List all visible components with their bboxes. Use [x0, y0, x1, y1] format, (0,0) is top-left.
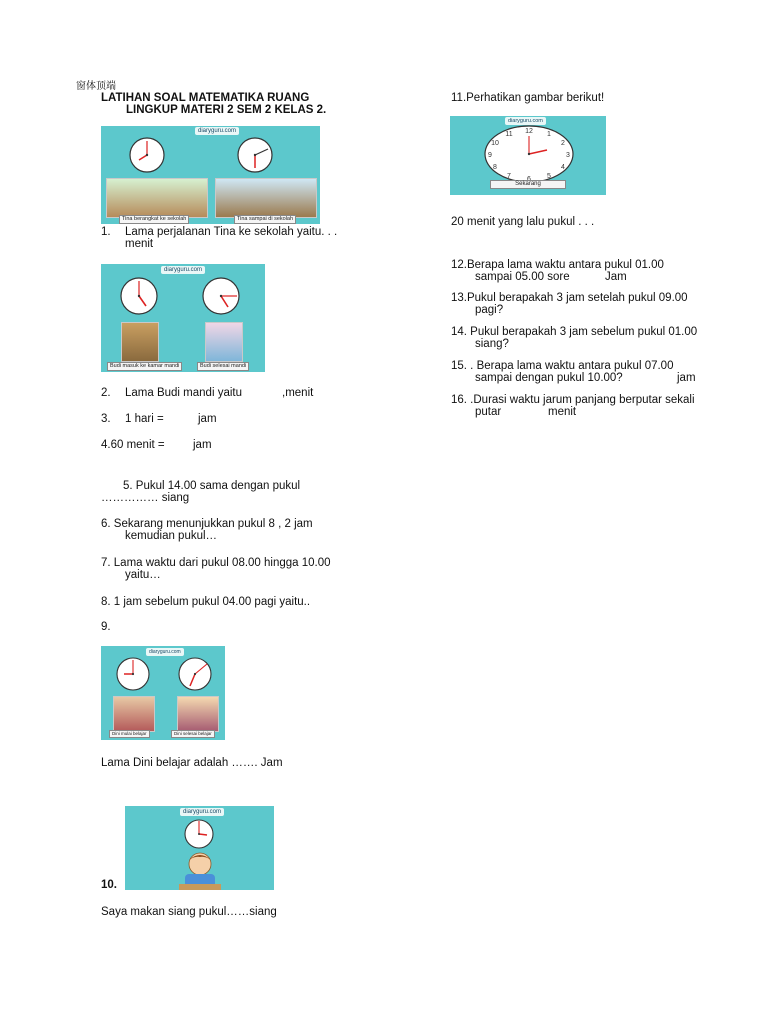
scene-image [121, 322, 159, 362]
figure-budi-bath [101, 264, 265, 372]
question-12-unit: Jam [605, 271, 627, 283]
svg-text:8: 8 [493, 164, 497, 171]
header-label: 窗体顶端 [76, 81, 116, 92]
question-7-text-cont: yaitu… [125, 569, 161, 581]
svg-text:2: 2 [561, 140, 565, 147]
clock-icon [128, 136, 166, 174]
clock-icon [201, 276, 241, 316]
question-11-text: 11.Perhatikan gambar berikut! [451, 92, 605, 104]
question-2-unit: ,menit [282, 387, 314, 399]
figure-site-label: diaryguru.com [505, 117, 546, 125]
figure-dini-study [101, 646, 225, 740]
figure-caption: Dini selesai belajar [171, 730, 215, 738]
question-6-text-cont: kemudian pukul… [125, 530, 218, 542]
svg-text:5: 5 [547, 173, 551, 180]
question-16-text: 16. .Durasi waktu jarum panjang berputar sekali [451, 394, 695, 406]
figure-caption: Tina sampai di sekolah [234, 215, 296, 224]
figure-site-label: diaryguru.com [146, 648, 184, 656]
clock-icon [119, 276, 159, 316]
question-4-unit: jam [193, 439, 212, 451]
scene-image [205, 322, 243, 362]
question-number: 3. [101, 413, 111, 425]
question-12-text-cont: sampai 05.00 sore [475, 271, 570, 283]
question-number: 1. [101, 226, 111, 238]
figure-clock-now [450, 116, 606, 195]
question-13-text: 13.Pukul berapakah 3 jam setelah pukul 09.00 [451, 292, 688, 304]
question-14-text: 14. Pukul berapakah 3 jam sebelum pukul 01.00 [451, 326, 698, 338]
question-15-unit: jam [677, 372, 696, 384]
scene-image [106, 178, 208, 218]
question-5-text: 5. Pukul 14.00 sama dengan pukul [123, 480, 301, 492]
scene-image [215, 178, 317, 218]
svg-text:3: 3 [566, 152, 570, 159]
question-15-text: 15. . Berapa lama waktu antara pukul 07.00 [451, 360, 674, 372]
clock-icon [177, 656, 213, 692]
question-16-unit: menit [548, 406, 577, 418]
question-5-text-cont: …………… siang [101, 492, 190, 504]
scene-image [113, 696, 155, 732]
question-2-text: Lama Budi mandi yaitu [125, 387, 242, 399]
question-12-text: 12.Berapa lama waktu antara pukul 01.00 [451, 259, 664, 271]
question-14-text-cont: siang? [475, 338, 509, 350]
question-11-subtext: 20 menit yang lalu pukul . . . [451, 216, 595, 228]
question-3-unit: jam [198, 413, 217, 425]
figure-tina-school [101, 126, 320, 224]
svg-text:9: 9 [488, 152, 492, 159]
svg-text:7: 7 [507, 173, 511, 180]
question-9-text: Lama Dini belajar adalah ……. Jam [101, 757, 283, 769]
boy-eating-icon [175, 850, 225, 890]
question-15-text-cont: sampai dengan pukul 10.00? [475, 372, 623, 384]
question-3-text: 1 hari = [125, 413, 164, 425]
question-10-text: Saya makan siang pukul……siang [101, 906, 277, 918]
question-8-text: 8. 1 jam sebelum pukul 04.00 pagi yaitu.. [101, 596, 311, 608]
scene-image [177, 696, 219, 732]
clock-icon [483, 124, 575, 184]
question-number: 9. [101, 621, 111, 633]
svg-text:1: 1 [547, 131, 551, 138]
question-number: 2. [101, 387, 111, 399]
worksheet-title-line1: LATIHAN SOAL MATEMATIKA RUANG [101, 92, 310, 104]
question-4-text: 4.60 menit = [101, 439, 165, 451]
figure-caption: Budi masuk ke kamar mandi [107, 362, 182, 371]
question-number: 10. [101, 879, 117, 891]
figure-caption: Dini mulai belajar [109, 730, 150, 738]
figure-caption: Budi selesai mandi [197, 362, 249, 371]
svg-text:10: 10 [491, 140, 499, 147]
figure-site-label: diaryguru.com [195, 127, 239, 135]
question-13-text-cont: pagi? [475, 304, 504, 316]
question-6-text: 6. Sekarang menunjukkan pukul 8 , 2 jam [101, 518, 313, 530]
question-1-text: Lama perjalanan Tina ke sekolah yaitu. . . [125, 226, 338, 238]
svg-text:11: 11 [505, 131, 513, 138]
figure-site-label: diaryguru.com [161, 266, 205, 274]
worksheet-title-line2: LINGKUP MATERI 2 SEM 2 KELAS 2. [126, 104, 327, 116]
svg-text:12: 12 [525, 128, 533, 135]
figure-caption: Sekarang [490, 180, 566, 189]
clock-icon [183, 818, 215, 850]
figure-site-label: diaryguru.com [180, 808, 224, 816]
svg-text:4: 4 [561, 164, 565, 171]
clock-icon [115, 656, 151, 692]
question-16-text-cont: putar [475, 406, 502, 418]
figure-caption: Tina berangkat ke sekolah [119, 215, 189, 224]
figure-lunch [125, 806, 274, 890]
question-7-text: 7. Lama waktu dari pukul 08.00 hingga 10.00 [101, 557, 331, 569]
clock-icon [236, 136, 274, 174]
question-1-text-cont: menit [125, 238, 154, 250]
